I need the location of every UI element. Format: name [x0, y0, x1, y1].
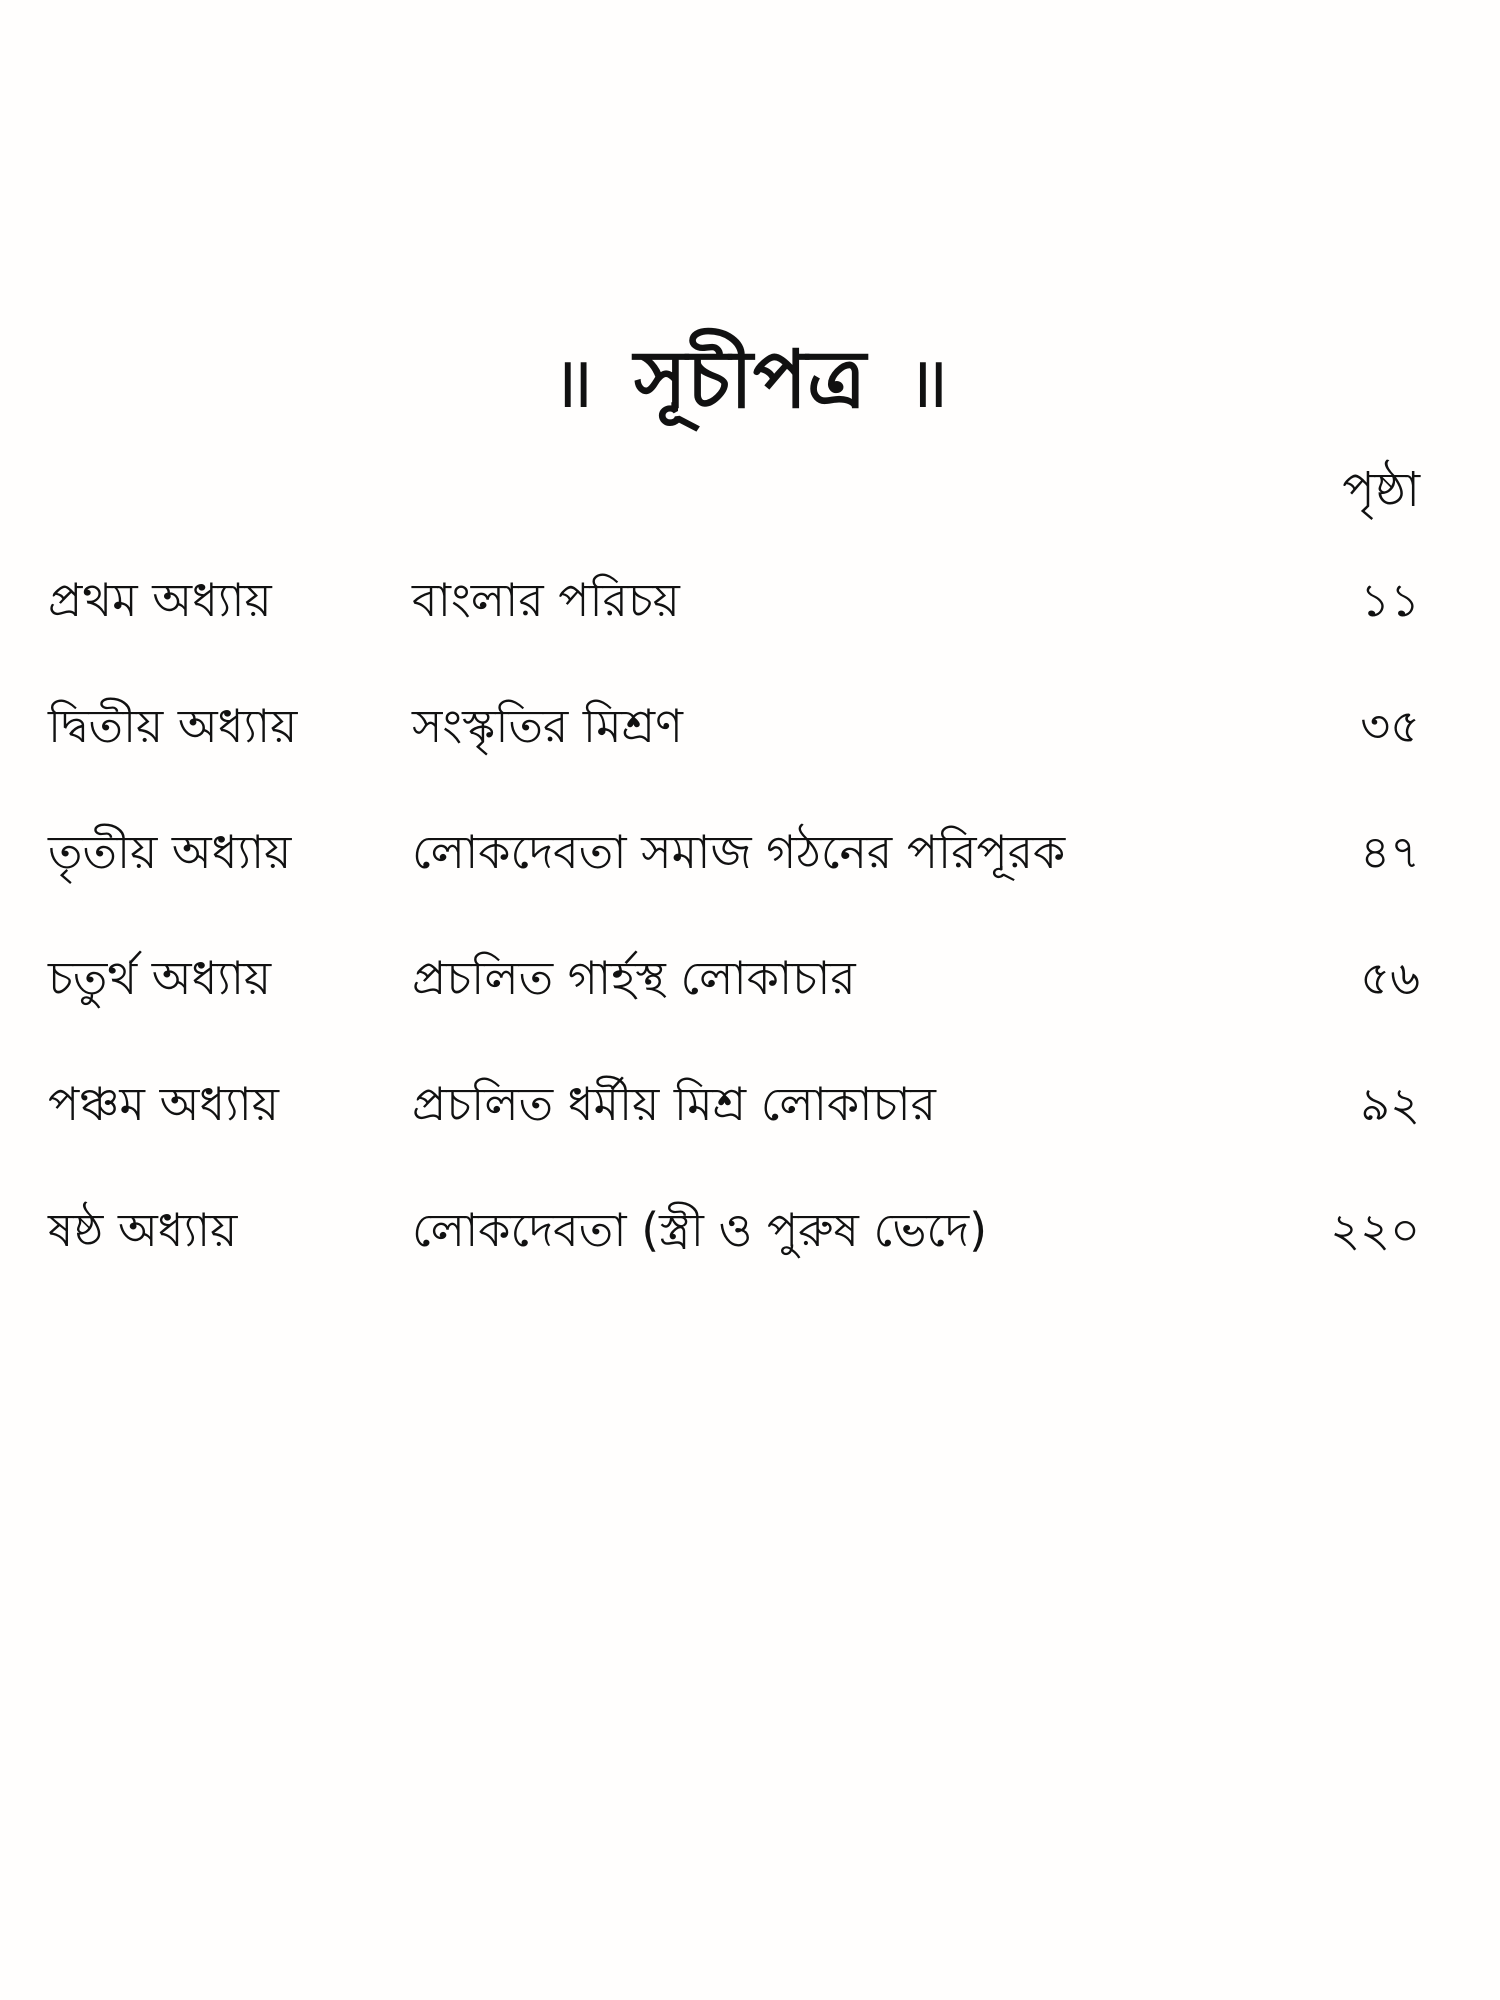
page-column-header: পৃষ্ঠা [1342, 462, 1420, 518]
toc-heading: লোকদেবতা (স্ত্রী ও পুরুষ ভেদে) [412, 1203, 988, 1257]
toc-chapter: তৃতীয় অধ্যায় [48, 825, 292, 879]
toc-chapter: ষষ্ঠ অধ্যায় [48, 1203, 238, 1257]
toc-page-number: ৯২ [1360, 1077, 1420, 1131]
toc-chapter: পঞ্চম অধ্যায় [48, 1077, 279, 1131]
toc-heading: সংস্কৃতির মিশ্রণ [412, 699, 683, 753]
toc-row [0, 691, 1500, 817]
title-left-mark: ॥ [550, 340, 594, 424]
toc-heading: প্রচলিত ধর্মীয় মিশ্র লোকাচার [412, 1077, 936, 1131]
toc-row [0, 1195, 1500, 1321]
title-text: সূচীপত্র [634, 333, 866, 426]
toc-chapter: প্রথম অধ্যায় [48, 573, 272, 627]
toc-chapter: দ্বিতীয় অধ্যায় [48, 699, 298, 753]
table-of-contents [0, 565, 1500, 1321]
toc-page-number: ১১ [1360, 573, 1420, 627]
toc-heading: লোকদেবতা সমাজ গঠনের পরিপূরক [412, 825, 1066, 879]
toc-heading: বাংলার পরিচয় [412, 573, 680, 627]
title-right-mark: ॥ [906, 340, 950, 424]
page-title [0, 325, 1500, 437]
toc-page-number: ৪৭ [1360, 825, 1420, 879]
toc-page-number: ৫৬ [1360, 951, 1420, 1005]
toc-page-number: ৩৫ [1360, 699, 1420, 753]
toc-chapter: চতুর্থ অধ্যায় [48, 951, 272, 1005]
toc-row [0, 817, 1500, 943]
toc-row [0, 1069, 1500, 1195]
toc-page-number: ২২০ [1330, 1203, 1420, 1257]
toc-row [0, 943, 1500, 1069]
toc-row [0, 565, 1500, 691]
toc-heading: প্রচলিত গার্হস্থ লোকাচার [412, 951, 856, 1005]
